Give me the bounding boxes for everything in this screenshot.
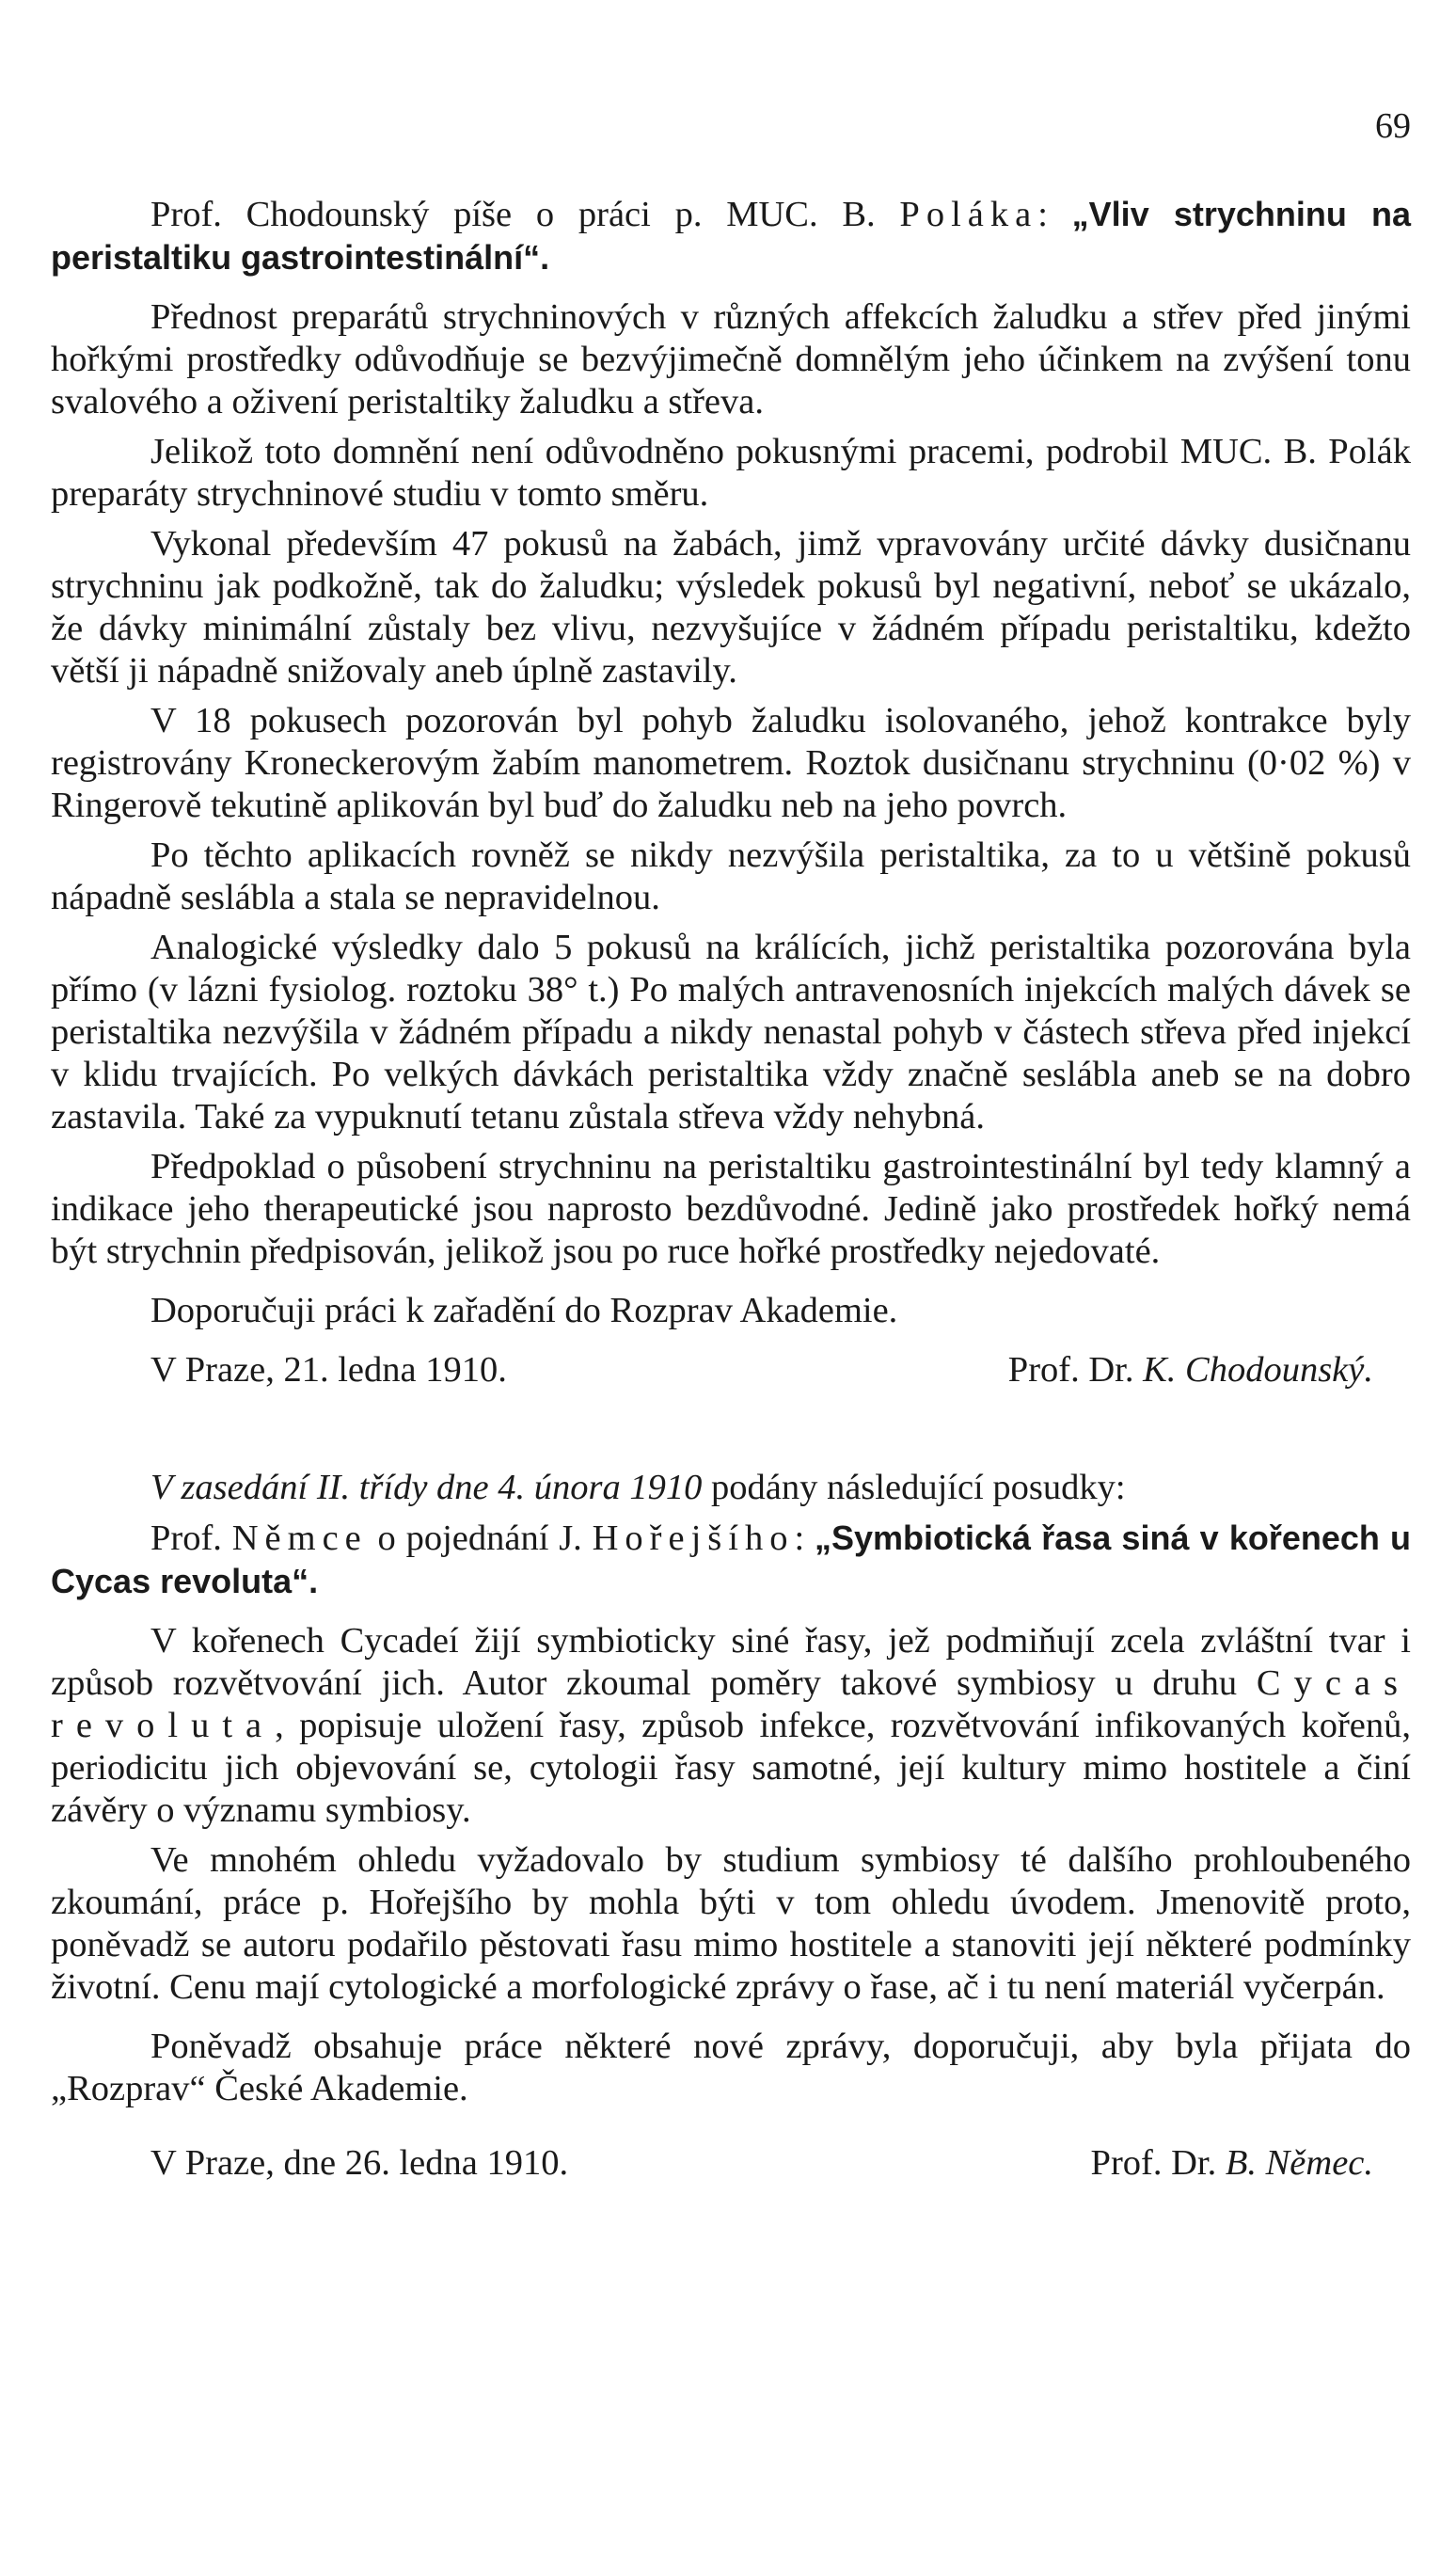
review1-intro-colon: :	[1037, 195, 1048, 234]
review2-author-name: Hořejšího	[592, 1519, 795, 1558]
document-body	[51, 193, 1411, 2185]
page-number: 69	[1375, 106, 1411, 146]
review2-place-date: V Praze, dne 26. ledna 1910.	[150, 2143, 569, 2183]
review2-signature-row	[51, 2142, 1411, 2185]
review1-author-name: Poláka	[899, 195, 1038, 234]
review1-intro	[51, 193, 1411, 279]
session-heading	[51, 1467, 1411, 1509]
review1-signature: Prof. Dr. K. Chodounský.	[1007, 1350, 1373, 1390]
review2-intro-colon: :	[794, 1519, 805, 1558]
review2-recommendation: Poněvadž obsahuje práce některé nové zprávy, doporučuji, aby byla přijata do „Rozprav“ České Akademie.	[51, 2027, 1411, 2108]
review1-place-date: V Praze, 21. ledna 1910.	[150, 1350, 507, 1390]
review2-reviewer-name: Němce	[231, 1519, 368, 1558]
review1-paragraph: Předpoklad o působení strychninu na peristaltiku gastrointestinální byl tedy klamný a indikace jeho therapeutické jsou naprosto bezdůvodné. Jedině jako prostředek hořký nemá být strychnin předpisován, jelikož jsou po ruce hořké prostředky nejedovaté.	[51, 1147, 1411, 1271]
review1-title: „Vliv strychninu na peristaltiku gastrointestinální“.	[51, 195, 1412, 277]
session-heading-italic: V zasedání II. třídy dne 4. února 1910	[150, 1468, 703, 1507]
review2-title: „Symbiotická řasa siná v kořenech u Cycas revoluta“.	[51, 1519, 1412, 1600]
review2-signature: Prof. Dr. B. Němec.	[1090, 2143, 1373, 2183]
review1-paragraph: Vykonal především 47 pokusů na žabách, jimž vpravovány určité dávky dusičnanu strychninu jak podkožně, tak do žaludku; výsledek pokusů byl negativní, neboť se ukázalo, že dávky minimální zůstaly bez vlivu, nezvyšujíce v žádném případu peristaltiku, kdežto větší ji nápadně snižovaly aneb úplně zastavily.	[51, 524, 1411, 691]
review1-paragraph: Jelikož toto domnění není odůvodněno pokusnými pracemi, podrobil MUC. B. Polák preparáty strychninové studiu v tomto směru.	[51, 432, 1411, 514]
review1-recommendation: Doporučuji práci k zařadění do Rozprav Akademie.	[150, 1291, 898, 1330]
review2-intro-middle: o pojednání J.	[377, 1519, 582, 1558]
review1-paragraph: Přednost preparátů strychninových v různých affekcích žaludku a střev před jinými hořkými prostředky odůvodňuje se bezvýjimečně domnělým jeho účinkem na zvýšení tonu svalového a oživení peristaltiky žaludku a střeva.	[51, 297, 1411, 421]
review2-paragraph: Ve mnohém ohledu vyžadovalo by studium symbiosy té dalšího prohloubeného zkoumání, práce p. Hořejšího by mohla býti v tom ohledu úvodem. Jmenovitě proto, poněvadž se autoru podařilo pěstovati řasu mimo hostitele a stanoviti její některé podmínky životní. Cenu mají cytologické a morfologické zprávy o řase, ač i tu není materiál vyčerpán.	[51, 1840, 1411, 2007]
review2-species-name: Cycas revoluta	[51, 1663, 1411, 1745]
review1-paragraph: Po těchto aplikacích rovněž se nikdy nezvýšila peristaltika, za to u většině pokusů nápadně seslábla a stala se nepravidelnou.	[51, 835, 1411, 917]
review1-intro-prefix: Prof. Chodounský píše o práci p. MUC. B.	[150, 195, 876, 234]
review1-paragraph: Analogické výsledky dalo 5 pokusů na králících, jichž peristaltika pozorována byla přímo (v lázni fysiolog. roztoku 38° t.) Po malých antravenosních injekcích malých dávek se peristaltika nezvýšila v žádném případu a nikdy nenastal pohyb v částech střeva před injekcí v klidu trvajících. Po velkých dávkách peristaltika vždy značně seslábla aneb se na dobro zastavila. Také za vypuknutí tetanu zůstala střeva vždy nehybná.	[51, 928, 1411, 1137]
review1-signature-row	[51, 1349, 1411, 1391]
session-heading-rest: podány následující posudky:	[711, 1468, 1126, 1507]
review2-signature-name: B. Němec.	[1225, 2143, 1373, 2183]
review1-paragraph: V 18 pokusech pozorován byl pohyb žaludku isolovaného, jehož kontrakce byly registrovány Kroneckerovým žabím manometrem. Roztok dusičnanu strychninu (0·02 %) v Ringerově tekutině aplikován byl buď do žaludku neb na jeho povrch.	[51, 701, 1411, 825]
review2-paragraph: V kořenech Cycadeí žijí symbioticky siné řasy, jež podmiňují zcela zvláštní tvar i způsob rozvětvování jich. Autor zkoumal poměry takové symbiosy u druhu Cycas revoluta, popisuje uložení řasy, způsob infekce, rozvětvování infikovaných kořenů, periodicitu jich objevování se, cytologii řasy samotné, její kultury mimo hostitele a činí závěry o významu symbiosy.	[51, 1621, 1411, 1830]
review2-intro	[51, 1517, 1411, 1603]
review1-signature-name: K. Chodounský.	[1143, 1350, 1373, 1390]
review2-intro-prefix: Prof.	[150, 1519, 222, 1558]
